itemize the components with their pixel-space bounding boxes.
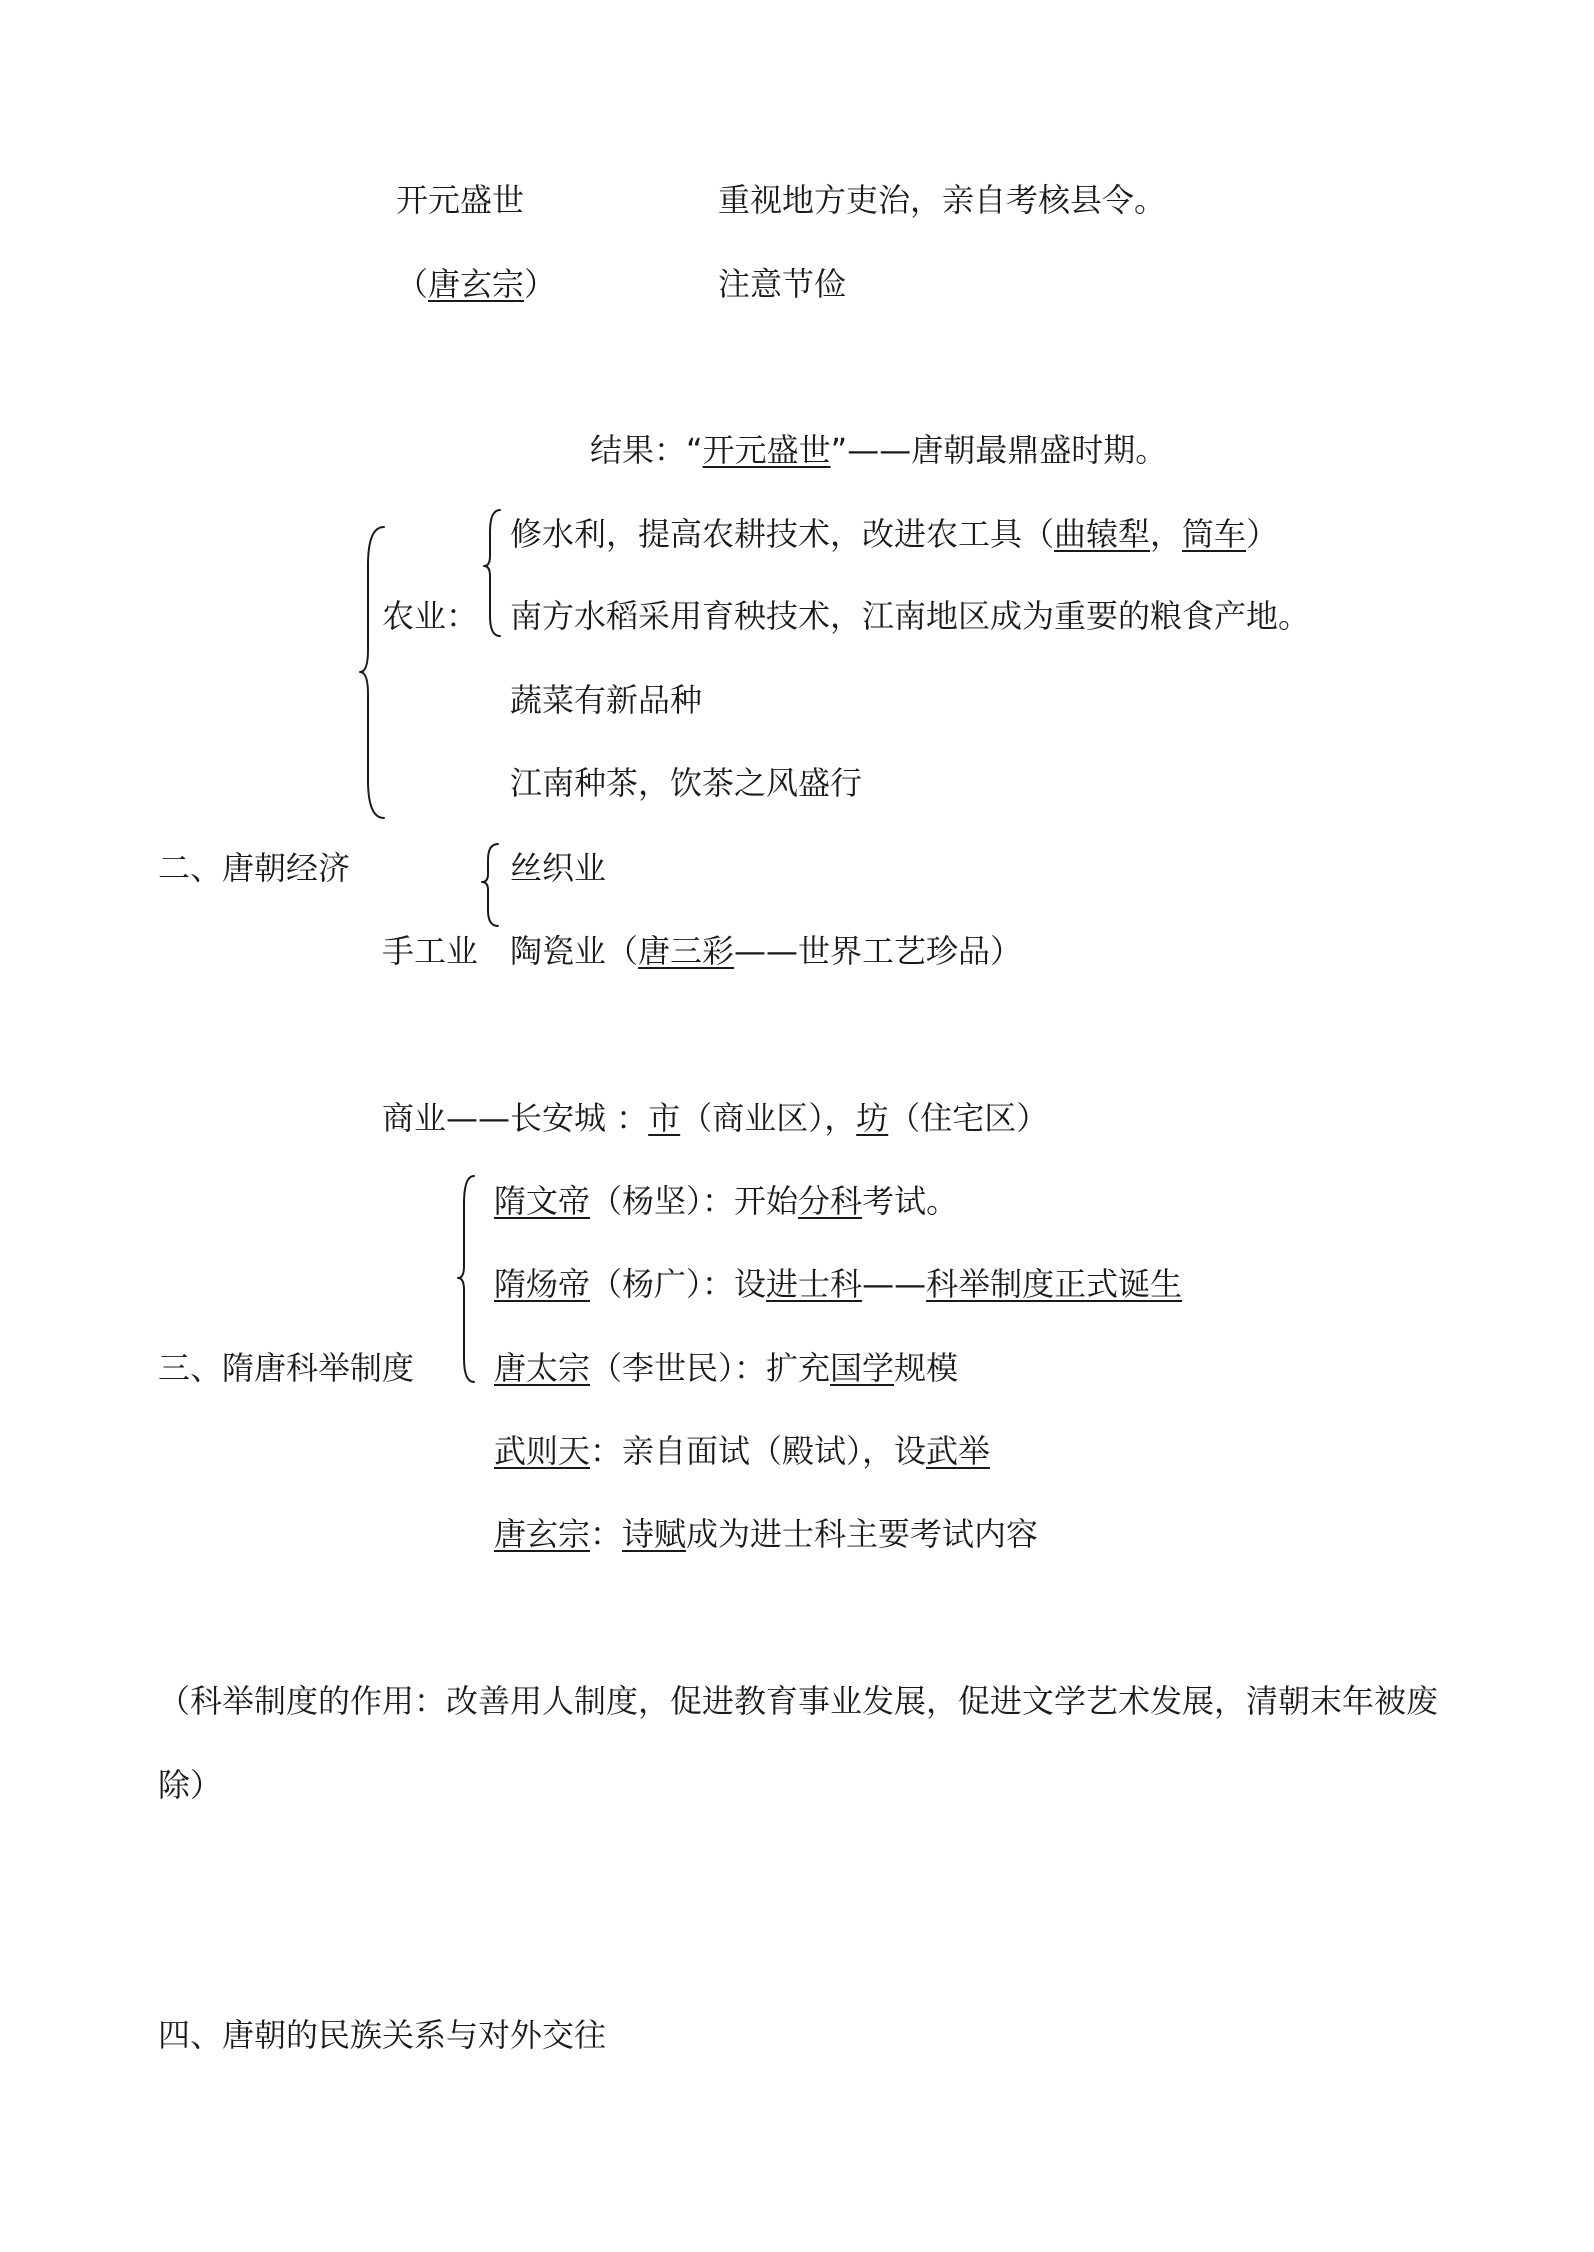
handicraft-item-2 — [510, 931, 1022, 971]
exam-item-4 — [494, 1431, 990, 1471]
exam-term-2: 进士科 — [766, 1265, 863, 1303]
exam-note-2: （杨广）： — [590, 1265, 735, 1303]
exam-effect-line-2: 除） — [158, 1766, 223, 1804]
exam-term-3: 国学 — [830, 1349, 895, 1387]
exam-term-4: 武举 — [926, 1432, 991, 1470]
exam-text-2a: 设 — [734, 1265, 767, 1303]
handicraft-brace — [480, 842, 502, 928]
exam-who-2: 隋炀帝 — [494, 1265, 591, 1303]
exam-effect-line-1: （科举制度的作用：改善用人制度，促进教育事业发展，促进文学艺术发展，清朝末年被废 — [158, 1682, 1439, 1720]
kaiyuan-policy-2: 注意节俭 — [718, 265, 847, 303]
exam-text-1a: 开始 — [734, 1182, 799, 1220]
handicraft-label: 手工业 — [382, 932, 479, 970]
agriculture-item-2: 南方水稻采用育秧技术，江南地区成为重要的粮食产地。 — [510, 597, 1311, 635]
exam-who-3: 唐太宗 — [494, 1349, 591, 1387]
exam-text-1b: 考试。 — [862, 1182, 959, 1220]
agri-sep: ， — [1150, 515, 1183, 553]
exam-item-2 — [494, 1264, 1182, 1304]
agriculture-item-1 — [510, 514, 1278, 554]
commerce-fang-note: （住宅区） — [888, 1099, 1049, 1137]
exam-brace — [456, 1174, 478, 1384]
economy-heading: 二、唐朝经济 — [158, 849, 351, 887]
paren-close: ） — [524, 265, 557, 303]
result-suffix: ”——唐朝最鼎盛时期。 — [830, 431, 1168, 469]
exam-note-4: ：亲自面试（殿试），设 — [590, 1432, 927, 1470]
exam-note-3: （李世民）： — [590, 1349, 767, 1387]
exam-item-3 — [494, 1348, 958, 1388]
agriculture-brace — [482, 508, 504, 638]
exam-who-4: 武则天 — [494, 1432, 591, 1470]
tang-sancai: 唐三彩 — [638, 932, 735, 970]
exam-text-5b: 成为进士科主要考试内容 — [686, 1515, 1039, 1553]
exam-who-1: 隋文帝 — [494, 1182, 591, 1220]
handicraft-item-1: 丝织业 — [510, 849, 607, 887]
exam-text-3b: 规模 — [894, 1349, 959, 1387]
agriculture-item-3: 蔬菜有新品种 — [510, 681, 703, 719]
kaiyuan-emperor — [396, 264, 556, 304]
exam-item-5 — [494, 1514, 1038, 1554]
exam-term-1: 分科 — [798, 1182, 863, 1220]
exam-text-2b: —— — [862, 1265, 927, 1303]
ceramic-text: 陶瓷业（ — [510, 932, 639, 970]
agri-tool-1: 曲辕犁 — [1054, 515, 1151, 553]
section-4-heading: 四、唐朝的民族关系与对外交往 — [158, 2016, 607, 2054]
result-prefix: 结果：“ — [590, 431, 703, 469]
exam-note-1: （杨坚）： — [590, 1182, 735, 1220]
exam-term-5: 诗赋 — [622, 1515, 687, 1553]
commerce-shi-note: （商业区）， — [680, 1099, 857, 1137]
agriculture-label: 农业： — [382, 597, 479, 635]
result-term: 开元盛世 — [702, 431, 831, 469]
agri-tool-2: 筒车 — [1182, 515, 1247, 553]
exam-term-2b: 科举制度正式诞生 — [926, 1265, 1183, 1303]
commerce-line — [382, 1098, 1048, 1138]
agri-text: 修水利，提高农耕技术，改进农工具（ — [510, 515, 1055, 553]
emperor-name: 唐玄宗 — [428, 265, 525, 303]
kaiyuan-label: 开元盛世 — [396, 181, 525, 219]
economy-brace — [358, 525, 388, 820]
kaiyuan-policy-1: 重视地方吏治，亲自考核县令。 — [718, 181, 1167, 219]
commerce-prefix: 商业——长安城 ： — [382, 1099, 649, 1137]
agri-close: ） — [1246, 515, 1279, 553]
exam-who-5: 唐玄宗 — [494, 1515, 591, 1553]
ceramic-note: ——世界工艺珍品） — [734, 932, 1023, 970]
exam-heading: 三、隋唐科举制度 — [158, 1349, 415, 1387]
paren-open: （ — [396, 265, 429, 303]
commerce-fang: 坊 — [856, 1099, 889, 1137]
commerce-shi: 市 — [648, 1099, 681, 1137]
exam-item-1 — [494, 1181, 958, 1221]
exam-text-3a: 扩充 — [766, 1349, 831, 1387]
kaiyuan-result — [590, 430, 1167, 470]
agriculture-item-4: 江南种茶，饮茶之风盛行 — [510, 764, 863, 802]
exam-note-5: ： — [590, 1515, 623, 1553]
